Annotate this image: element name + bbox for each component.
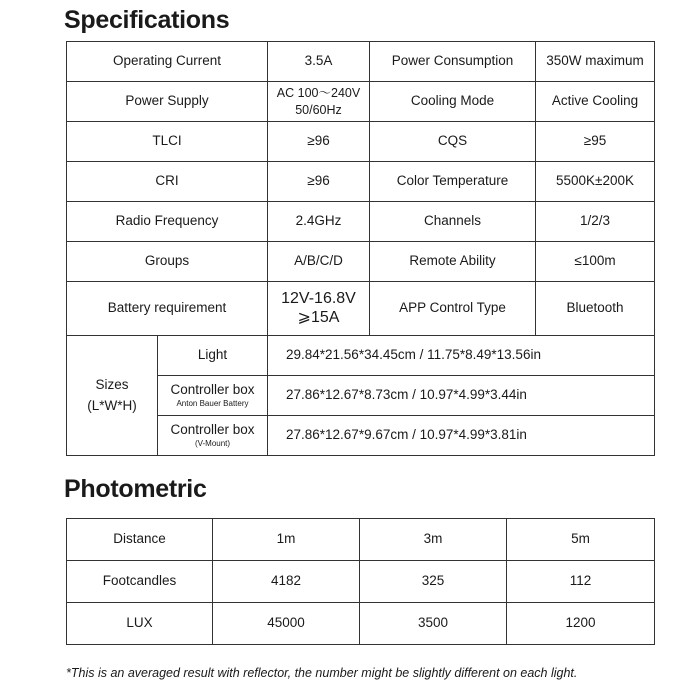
size-row-light bbox=[67, 336, 655, 376]
spec-value: ≥95 bbox=[536, 122, 655, 162]
spec-value: ≤100m bbox=[536, 242, 655, 282]
specifications-title: Specifications bbox=[64, 6, 230, 34]
sizes-title: Sizes bbox=[95, 377, 129, 393]
photometric-cell: 3500 bbox=[360, 603, 507, 645]
photometric-header-row bbox=[67, 519, 655, 561]
spec-value bbox=[268, 282, 370, 336]
photometric-header-cell: Distance bbox=[67, 519, 213, 561]
spec-label: Color Temperature bbox=[370, 162, 536, 202]
spec-label: Operating Current bbox=[67, 42, 268, 82]
spec-label: CRI bbox=[67, 162, 268, 202]
size-item-name: Light bbox=[158, 336, 268, 376]
photometric-cell: 325 bbox=[360, 561, 507, 603]
photometric-cell: 1200 bbox=[507, 603, 655, 645]
size-item-subtitle: Anton Bauer Battery bbox=[176, 399, 249, 409]
size-item-title: Controller box bbox=[170, 382, 255, 398]
size-item-value: 27.86*12.67*8.73cm / 10.97*4.99*3.44in bbox=[268, 376, 655, 416]
photometric-header-cell: 1m bbox=[213, 519, 360, 561]
size-item-name bbox=[158, 416, 268, 456]
sizes-label bbox=[67, 336, 158, 456]
spec-value: 1/2/3 bbox=[536, 202, 655, 242]
spec-row-tlci bbox=[67, 122, 655, 162]
photometric-table bbox=[66, 518, 655, 645]
spec-value: A/B/C/D bbox=[268, 242, 370, 282]
photometric-row-footcandles bbox=[67, 561, 655, 603]
spec-value: ≥96 bbox=[268, 162, 370, 202]
spec-label: Remote Ability bbox=[370, 242, 536, 282]
photometric-title: Photometric bbox=[64, 475, 207, 503]
photometric-row-lux bbox=[67, 603, 655, 645]
photometric-header-cell: 3m bbox=[360, 519, 507, 561]
spec-row-cri bbox=[67, 162, 655, 202]
power-supply-frequency: 50/60Hz bbox=[295, 102, 342, 117]
spec-row-radio-frequency bbox=[67, 202, 655, 242]
spec-value bbox=[268, 82, 370, 122]
spec-label: Battery requirement bbox=[67, 282, 268, 336]
photometric-cell: 4182 bbox=[213, 561, 360, 603]
size-item-value: 27.86*12.67*9.67cm / 10.97*4.99*3.81in bbox=[268, 416, 655, 456]
spec-value: 2.4GHz bbox=[268, 202, 370, 242]
size-item-name bbox=[158, 376, 268, 416]
spec-label: Cooling Mode bbox=[370, 82, 536, 122]
battery-voltage: 12V-16.8V bbox=[281, 290, 356, 308]
spec-value: Bluetooth bbox=[536, 282, 655, 336]
spec-label: Groups bbox=[67, 242, 268, 282]
spec-row-battery bbox=[67, 282, 655, 336]
spec-row-power-supply bbox=[67, 82, 655, 122]
spec-label: APP Control Type bbox=[370, 282, 536, 336]
photometric-cell: Footcandles bbox=[67, 561, 213, 603]
footnote: *This is an averaged result with reflector, the number might be slightly different on each light. bbox=[66, 666, 578, 680]
spec-label: TLCI bbox=[67, 122, 268, 162]
spec-label: Power Supply bbox=[67, 82, 268, 122]
spec-value: 3.5A bbox=[268, 42, 370, 82]
spec-row-operating-current bbox=[67, 42, 655, 82]
spec-row-groups bbox=[67, 242, 655, 282]
size-item-value: 29.84*21.56*34.45cm / 11.75*8.49*13.56in bbox=[268, 336, 655, 376]
sizes-units: (L*W*H) bbox=[87, 397, 137, 413]
size-item-subtitle: (V-Mount) bbox=[194, 439, 231, 449]
spec-value: Active Cooling bbox=[536, 82, 655, 122]
spec-label: CQS bbox=[370, 122, 536, 162]
spec-label: Power Consumption bbox=[370, 42, 536, 82]
photometric-cell: LUX bbox=[67, 603, 213, 645]
spec-value: 350W maximum bbox=[536, 42, 655, 82]
battery-current: ⩾15A bbox=[297, 308, 340, 326]
photometric-header-cell: 5m bbox=[507, 519, 655, 561]
specifications-table bbox=[66, 41, 655, 456]
size-item-title: Controller box bbox=[170, 422, 255, 438]
photometric-cell: 112 bbox=[507, 561, 655, 603]
spec-label: Radio Frequency bbox=[67, 202, 268, 242]
spec-value: 5500K±200K bbox=[536, 162, 655, 202]
power-supply-voltage: AC 100～240V bbox=[276, 86, 361, 101]
spec-value: ≥96 bbox=[268, 122, 370, 162]
photometric-cell: 45000 bbox=[213, 603, 360, 645]
spec-label: Channels bbox=[370, 202, 536, 242]
